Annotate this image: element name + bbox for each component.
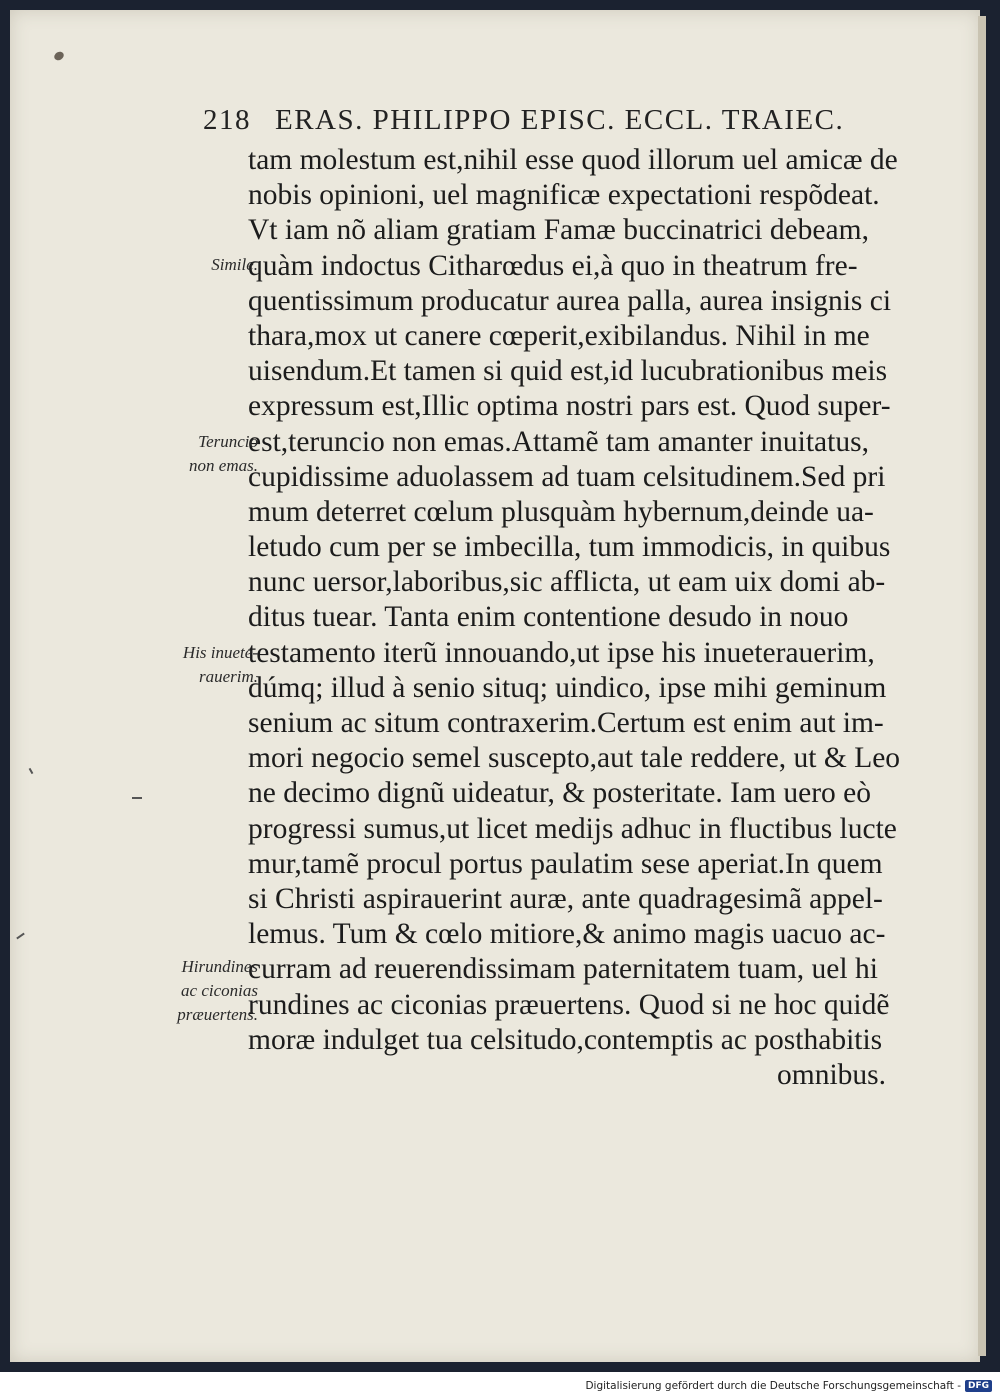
text-line: Vt iam nõ aliam gratiam Famæ buccinatrici debeam, [248, 214, 869, 247]
text-line: mur,tamẽ procul portus paulatim sese aperiat.In quem [248, 847, 883, 880]
marginal-note-teruncio [140, 430, 258, 478]
text-line: cupidissime aduolassem ad tuam celsitudinem.Sed pri [248, 460, 886, 493]
text-line: expressum est,Illic optima nostri pars est. Quod super- [248, 390, 891, 423]
marginal-note-line: Hirundines [181, 957, 258, 976]
text-line: letudo cum per se imbecilla, tum immodicis, in quibus [248, 531, 891, 564]
body-text [248, 143, 901, 1093]
marginal-note-inueterauerim [140, 641, 258, 689]
text-line: lemus. Tum & cœlo mitiore,& animo magis uacuo ac- [248, 918, 886, 951]
ink-spot [53, 50, 66, 62]
text-line: omnibus. [777, 1058, 886, 1091]
text-line: rundines ac ciconias præuertens. Quod si ne hoc quidẽ [248, 988, 890, 1021]
page-number: 218 [203, 104, 251, 136]
marginal-note-line: Teruncio [198, 432, 258, 451]
text-line: uisendum.Et tamen si quid est,id lucubrationibus meis [248, 355, 888, 388]
marginal-note-line: rauerim. [198, 667, 258, 686]
text-line: testamento iterũ innouando,ut ipse his inueterauerim, [248, 636, 875, 669]
text-line: nobis opinioni, uel magnificæ expectationi respõdeat. [248, 179, 880, 212]
marginal-note-simile [140, 253, 258, 277]
marginal-note-line: His inuete- [182, 643, 258, 662]
text-line: quàm indoctus Citharœdus ei,à quo in theatrum fre- [248, 249, 858, 282]
text-line: moræ indulget tua celsitudo,contemptis ac posthabitis [248, 1023, 883, 1056]
dfg-logo: DFG [965, 1380, 992, 1392]
page-edge [978, 16, 986, 1356]
running-title: ERAS. PHILIPPO EPISC. ECCL. TRAIEC. [275, 104, 845, 136]
text-line: ditus tuear. Tanta enim contentione desudo in nouo [248, 601, 849, 634]
text-line: ne decimo dignũ uideatur, & posteritate. Iam uero eò [248, 777, 872, 810]
text-line: si Christi aspirauerint auræ, ante quadragesimã appel- [248, 882, 883, 915]
marginal-note-line: non emas. [189, 456, 258, 475]
credit-text: Digitalisierung gefördert durch die Deutsche Forschungsgemeinschaft - [585, 1380, 961, 1392]
margin-mark [132, 797, 142, 799]
text-line: thara,mox ut canere cœperit,exibilandus. Nihil in me [248, 319, 870, 352]
text-line: quentissimum producatur aurea palla, aurea insignis ci [248, 284, 892, 317]
digitization-credit [585, 1378, 992, 1394]
running-head [203, 104, 903, 144]
text-line: curram ad reuerendissimam paternitatem tuam, uel hi [248, 953, 878, 986]
text-line: senium ac situm contraxerim.Certum est enim aut im- [248, 707, 884, 739]
text-line: mori negocio semel suscepto,aut tale reddere, ut & Leo [248, 742, 901, 775]
marginal-note-line: Simile. [211, 255, 258, 274]
marginal-note-line: ac ciconias [181, 981, 258, 1000]
text-line: dúmq; illud à senio situq; uindico, ipse mihi geminum [248, 671, 887, 704]
text-line: nunc uersor,laboribus,sic afflicta, ut eam uix domi ab- [248, 566, 886, 599]
marginal-note-hirundines [140, 955, 258, 1027]
text-line: tam molestum est,nihil esse quod illorum uel amicæ de [248, 144, 898, 176]
text-line: est,teruncio non emas.Attamẽ tam amanter inuitatus, [248, 425, 869, 458]
text-line: mum deterret cœlum plusquàm hybernum,deinde ua- [248, 495, 874, 528]
marginal-note-line: præuertens. [177, 1005, 258, 1024]
text-line: progressi sumus,ut licet medijs adhuc in fluctibus lucte [248, 812, 897, 845]
